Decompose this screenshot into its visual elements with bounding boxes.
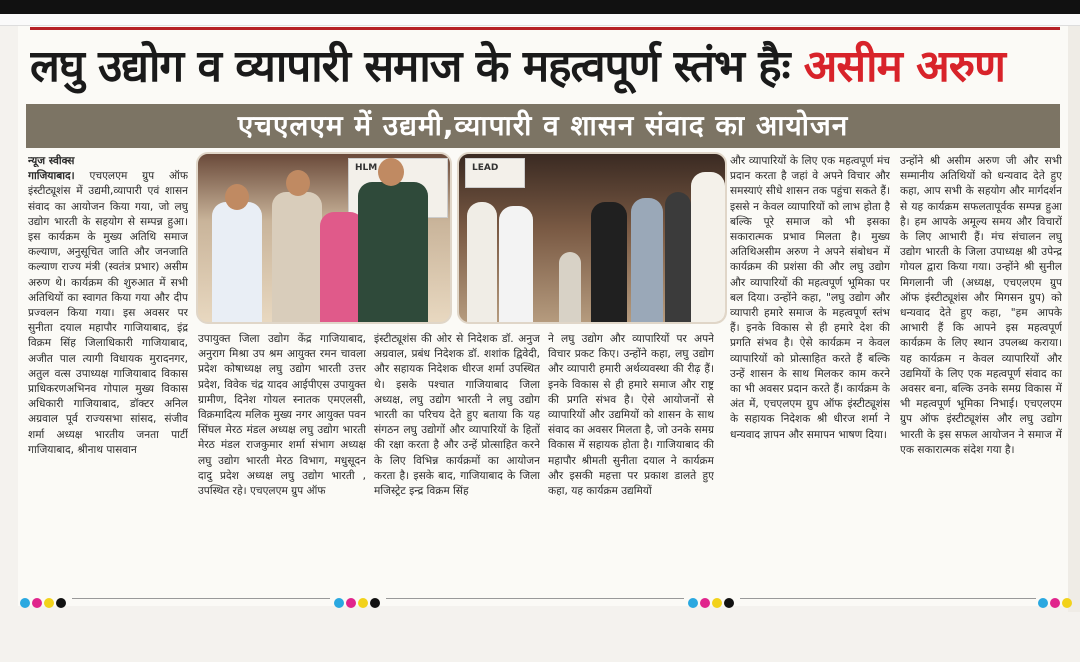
lamp-stand (559, 252, 581, 322)
subheadline-band (26, 104, 1060, 148)
column-1-text: एचएलएम ग्रुप ऑफ इंस्टीट्यूशंस में उद्यमी,व्यापारी एवं शासन संवाद का आयोजन किया गया, जो लघु उद्योग भारती के सहयोग से सम्पन्न हुआ। इस कार्यक्रम के मुख्य अतिथि समाज कल्याण, अनुसूचित जाति और जनजाति कल्याण राज्य मंत्री (स्वतंत्र प्रभार) असीम अरुण थे। कार्यक्रम की शुरुआत में सभी अतिथियों का स्वागत किया गया और दीप प्रज्वलन किया गया। इस अवसर पर सुनीता दयाल महापौर गाजियाबाद, इंद्र विक्रम सिंह जिलाधिकारी गाजियाबाद, अजीत पाल त्यागी विधायक मुरादनगर, अतुल वत्स उपाध्यक्ष गाजियाबाद विकास प्राधिकरणअभिनव गोपाल मुख्य विकास अधिकारी गाजियाबाद, डॉक्टर अनिल अग्रवाल पूर्व राज्यसभा सांसद, संजीव शर्मा अध्यक्ष भारतीय जनता पार्टी गाजियाबाद, श्रीनाथ पासवान (28, 170, 188, 456)
article-column-3 (374, 332, 540, 584)
dateline: गाजियाबाद। (28, 170, 75, 183)
dot-black (56, 598, 66, 608)
dot-blue (1038, 598, 1048, 608)
dot-yellow (358, 598, 368, 608)
event-photo-1 (196, 152, 452, 324)
color-dots-separator (688, 593, 736, 605)
person-figure (665, 192, 691, 322)
person-figure (358, 182, 428, 322)
dot-pink (32, 598, 42, 608)
article-column-2 (198, 332, 366, 584)
person-figure (499, 206, 533, 322)
person-head (286, 170, 310, 196)
page-right-edge (1068, 26, 1080, 616)
headline-accent: असीम अरुण (803, 41, 1005, 92)
dot-pink (1050, 598, 1060, 608)
separator-line (386, 598, 684, 599)
headline-main: लघु उद्योग व व्यापारी समाज के महत्वपूर्ण स्तंभ हैः (30, 41, 790, 92)
banner-text: LEAD (472, 163, 499, 173)
person-figure (272, 192, 322, 322)
dot-pink (346, 598, 356, 608)
person-head (225, 184, 249, 210)
article-column-1 (28, 154, 188, 584)
article-column-6 (900, 154, 1062, 584)
dot-black (724, 598, 734, 608)
article-column-5 (730, 154, 890, 584)
column-5-text: और व्यापारियों के लिए एक महत्वपूर्ण मंच प्रदान करता है जहां वे अपने विचार और समस्याएं सीधे शासन तक पहुंचा सकते हैं। इससे न केवल व्यापारियों को लाभ होता है बल्कि पूरे समाज को भी इसका सकारात्मक प्रभाव मिलता है। मुख्य अतिथिअसीम अरुण ने अपने संबोधन में कार्यक्रम की प्रशंसा की और लघु उद्योग और व्यापारियों की महत्वपूर्ण भूमिका पर बल दिया। उन्होंने कहा, "लघु उद्योग और व्यापारी हमारे समाज के महत्वपूर्ण स्तंभ हैं। इनके विकास से ही हमारे देश की प्रगति संभव है। ऐसे कार्यक्रम न केवल व्यापारियों को प्रोत्साहित करते हैं बल्कि उन्हें शासन के साथ मिलकर काम करने का भी अवसर प्रदान करते हैं। कार्यक्रम के अंत में, एचएलएम ग्रुप ऑफ इंस्टीट्यूशंस के सहायक निदेशक श्री धीरज शर्मा ने धन्यवाद ज्ञापन और समापन भाषण दिया। (730, 155, 890, 441)
dot-black (370, 598, 380, 608)
top-cropped-strip (0, 14, 1080, 26)
dot-blue (20, 598, 30, 608)
dot-yellow (44, 598, 54, 608)
column-6-text: उन्होंने श्री असीम अरुण जी और सभी सम्मानीय अतिथियों को धन्यवाद देते हुए कहा, आप सभी के सहयोग और मार्गदर्शन से यह कार्यक्रम सफलतापूर्वक सम्पन्न हुआ है। हम आपके अमूल्य समय और विचारों के लिए आभारी हैं। मंच संचालन लघु उद्योग भारती के जिला उपाध्यक्ष श्री उपेन्द्र गोयल द्वारा किया गया। उन्होंने श्री सुनील मिगलानी जी (अध्यक्ष, एचएलएम ग्रुप ऑफ इंस्टीट्यूशंस और मिगसन ग्रुप) को धन्यवाद देते हुए कहा, "हम आपके आभारी हैं कि आपने इस महत्वपूर्ण कार्यक्रम के लिए स्थान उपलब्ध कराया। यह कार्यक्रम न केवल व्यापारियों और उद्यमियों के लिए एक महत्वपूर्ण संवाद का अवसर बना, बल्कि उनके समग्र विकास में भी महत्वपूर्ण भूमिका निभाई। एचएलएम ग्रुप ऑफ इंस्टीट्यूशंस और लघु उद्योग भारती के इस सफल आयोजन ने समाज में एक सकारात्मक संदेश गया है। (900, 155, 1062, 456)
person-figure (591, 202, 627, 322)
headline (30, 36, 1060, 98)
byline: न्यूज स्वीक्स (28, 155, 75, 167)
dot-pink (700, 598, 710, 608)
person-figure (467, 202, 497, 322)
dot-blue (334, 598, 344, 608)
column-3-text: इंस्टीट्यूशंस की ओर से निदेशक डॉ. अनुज अग्रवाल, प्रबंध निदेशक डॉ. शशांक द्विवेदी, और सहायक निदेशक धीरज शर्मा उपस्थित थे। इसके पश्चात गाजियाबाद जिला अध्यक्ष, लघु उद्योग भारती ने लघु उद्योग भारती का परिचय देते हुए बताया कि यह संगठन लघु उद्योगों और व्यापारियों के हितों की रक्षा करता है और उन्हें प्रोत्साहित करने के लिए विभिन्न कार्यक्रमों का आयोजन करता है। इसके बाद, गाजियाबाद के जिला मजिस्ट्रेट इन्द्र विक्रम सिंह (374, 333, 540, 498)
banner-text: HLM (355, 163, 378, 173)
subheadline: एचएलएम में उद्यमी,व्यापारी व शासन संवाद का आयोजन (237, 109, 849, 142)
top-dark-bar (0, 0, 1080, 14)
person-figure (631, 198, 663, 322)
column-2-text: उपायुक्त जिला उद्योग केंद्र गाजियाबाद, अनुराग मिश्रा उप श्रम आयुक्त रमन चावला प्रदेश कोषाध्यक्ष लघु उद्योग भारती उत्तर प्रदेश, विवेक चंद्र यादव आईपीएस उपायुक्त ग्रामीण, दिनेश गोयल स्नातक एमएलसी, विक्रमादित्य मलिक मुख्य नगर आयुक्त पवन सिंघल मेरठ मंडल अध्यक्ष लघु उद्योग भारती मेरठ मंडल राजकुमार शर्मा संभाग अध्यक्ष लघु उद्योग भारती मेरठ विभाग, मधुसूदन दादु प्रदेश अध्यक्ष लघु उद्योग भारती , उपस्थित रहे। एचएलएम ग्रुप ऑफ (198, 333, 366, 498)
article-column-4 (548, 332, 714, 584)
separator-line (740, 598, 1036, 599)
dot-blue (688, 598, 698, 608)
person-figure (691, 172, 725, 322)
headline-rule (30, 27, 1060, 30)
person-figure (212, 202, 262, 322)
event-photo-2 (457, 152, 727, 324)
person-head (378, 158, 404, 186)
color-dots-separator (20, 593, 68, 605)
color-dots-separator (334, 593, 382, 605)
column-4-text: ने लघु उद्योग और व्यापारियों पर अपने विचार प्रकट किए। उन्होंने कहा, लघु उद्योग और व्यापारी हमारी अर्थव्यवस्था की रीढ़ हैं। इनके विकास से ही हमारे समाज और राष्ट्र की प्रगति संभव है। ऐसे आयोजनों से व्यापारियों और उद्यमियों को शासन के साथ संवाद का अवसर मिलता है, जो उनके समग्र विकास में सहायक होता है। गाजियाबाद की महापौर श्रीमती सुनीता दयाल ने कार्यक्रम और इसकी महत्ता पर प्रकाश डालते हुए कहा, यह कार्यक्रम उद्यमियों (548, 333, 714, 498)
color-dots-separator (1038, 593, 1074, 605)
dot-yellow (1062, 598, 1072, 608)
separator-line (72, 598, 330, 599)
dot-yellow (712, 598, 722, 608)
bottom-margin (0, 612, 1080, 662)
stage-banner (465, 158, 525, 188)
